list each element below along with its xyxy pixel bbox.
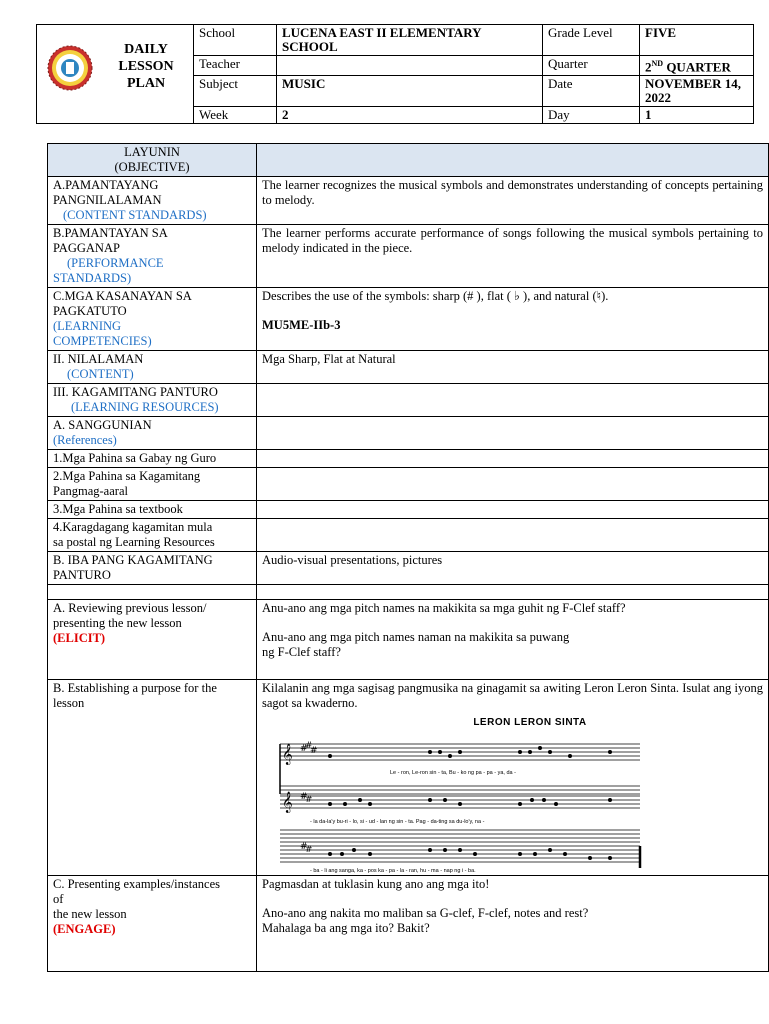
guro-label: 1.Mga Pahina sa Gabay ng Guro [48,450,257,468]
content-standards-row [48,177,769,225]
school-value: LUCENA EAST II ELEMENTARY SCHOOL [277,25,543,56]
karagdagang-row [48,519,769,552]
quarter-label: Quarter [543,56,640,76]
competency-code: MU5ME-IIb-3 [262,318,341,332]
grade-level-value: FIVE [640,25,754,56]
karagdagang-label: 4.Karagdagang kagamitan mula sa postal ng Learning Resources [48,519,257,552]
content-standards-label: A.PAMANTAYANG PANGNILALAMAN (CONTENT STANDARDS) [48,177,257,225]
subject-label: Subject [194,76,277,107]
sheet-music [270,715,750,874]
logo-title-cell [37,25,194,124]
mag-aaral-label: 2.Mga Pahina sa Kagamitang Pangmag-aaral [48,468,257,501]
competencies-label: C.MGA KASANAYAN SA PAGKATUTO (LEARNING COMPETENCIES) [48,288,257,351]
reviewing-label: A. Reviewing previous lesson/ presenting the new lesson (ELICIT) [48,600,257,680]
presenting-text: Pagmasdan at tuklasin kung ano ang mga ito! Ano-ano ang nakita mo maliban sa G-clef, F-clef, notes and rest? Mahalaga ba ang mga ito? Bakit? [257,876,769,972]
teacher-label: Teacher [194,56,277,76]
engage-tag: (ENGAGE) [53,922,116,936]
g-clef-icon: 𝄞 [282,744,293,765]
objective-heading: LAYUNIN (OBJECTIVE) [48,144,257,177]
iba-pang-row [48,552,769,585]
references-blank [257,417,769,450]
mag-aaral-blank [257,468,769,501]
grade-level-label: Grade Level [543,25,640,56]
svg-text:#: # [305,741,313,751]
guro-blank [257,450,769,468]
resources-blank [257,384,769,417]
g-clef-icon: 𝄞 [282,792,293,813]
music-staff-image [270,734,740,874]
presenting-label: C. Presenting examples/instances of the new lesson (ENGAGE) [48,876,257,972]
svg-text:#: # [300,842,308,852]
purpose-content [257,680,769,876]
svg-text:#: # [305,845,313,855]
references-label: A. SANGGUNIAN (References) [48,417,257,450]
school-label: School [194,25,277,56]
textbook-label: 3.Mga Pahina sa textbook [48,501,257,519]
competencies-row [48,288,769,351]
day-label: Day [543,107,640,124]
spacer-row [48,585,769,600]
objective-blank [257,144,769,177]
resources-label: III. KAGAMITANG PANTURO (LEARNING RESOURCES) [48,384,257,417]
subject-value: MUSIC [277,76,543,107]
svg-text:#: # [300,792,308,802]
iba-pang-label: B. IBA PANG KAGAMITANG PANTURO [48,552,257,585]
date-value: NOVEMBER 14, 2022 [640,76,754,107]
reviewing-text: Anu-ano ang mga pitch names na makikita sa mga guhit ng F-Clef staff? Anu-ano ang mga pitch names naman na makikita sa puwang ng F-Clef staff? [257,600,769,680]
content-standards-text: The learner recognizes the musical symbols and demonstrates understanding of concepts pertaining to melody. [257,177,769,225]
school-seal-icon [47,45,93,91]
header-table [36,24,754,124]
purpose-text: Kilalanin ang mga sagisag pangmusika na ginagamit sa awiting Leron Leron Sinta. Isulat ang iyong sagot sa kwaderno. [262,681,763,710]
week-label: Week [194,107,277,124]
performance-standards-text: The learner performs accurate performance of songs following the musical symbols pertaining to melody indicated in the piece. [257,225,769,288]
svg-text:#: # [300,744,308,754]
resources-row [48,384,769,417]
svg-text:#: # [305,795,313,805]
reviewing-row [48,600,769,680]
competencies-text: Describes the use of the symbols: sharp (# ), flat ( ♭ ), and natural (♮). MU5ME-IIb-3 [257,288,769,351]
svg-text:#: # [310,746,318,756]
content-label: II. NILALAMAN (CONTENT) [48,351,257,384]
performance-standards-label: B.PAMANTAYAN SA PAGGANAP (PERFORMANCE STANDARDS) [48,225,257,288]
elicit-tag: (ELICIT) [53,631,106,645]
guro-row [48,450,769,468]
textbook-blank [257,501,769,519]
karagdagang-blank [257,519,769,552]
lyrics-line-3: - ba - li ang sanga, ka - pos ka - pa - la - ran, hu - ma - nap ng i - ba. [310,868,476,874]
textbook-row [48,501,769,519]
lyrics-line-1: Le - ron, Le-ron sin - ta, Bu - ko ng pa - pa - ya, da - [390,770,516,776]
content-text: Mga Sharp, Flat at Natural [257,351,769,384]
lesson-table [47,143,769,972]
quarter-value: 2ND QUARTER [640,56,754,76]
teacher-value [277,56,543,76]
song-title: LERON LERON SINTA [473,717,587,728]
lyrics-line-2: - la da-la'y bu-ri - lo, si - ud - lan ng sin - ta. Pag - da-ting sa du-lo'y, na - [310,819,485,825]
week-value: 2 [277,107,543,124]
content-row [48,351,769,384]
performance-standards-row [48,225,769,288]
day-value: 1 [640,107,754,124]
date-label: Date [543,76,640,107]
purpose-label: B. Establishing a purpose for the lesson [48,680,257,876]
mag-aaral-row [48,468,769,501]
presenting-row [48,876,769,972]
document-title: DAILY LESSON PLAN [118,42,174,91]
spacer-left [48,585,257,600]
objective-row [48,144,769,177]
references-row [48,417,769,450]
iba-pang-text: Audio-visual presentations, pictures [257,552,769,585]
purpose-row [48,680,769,876]
spacer-right [257,585,769,600]
